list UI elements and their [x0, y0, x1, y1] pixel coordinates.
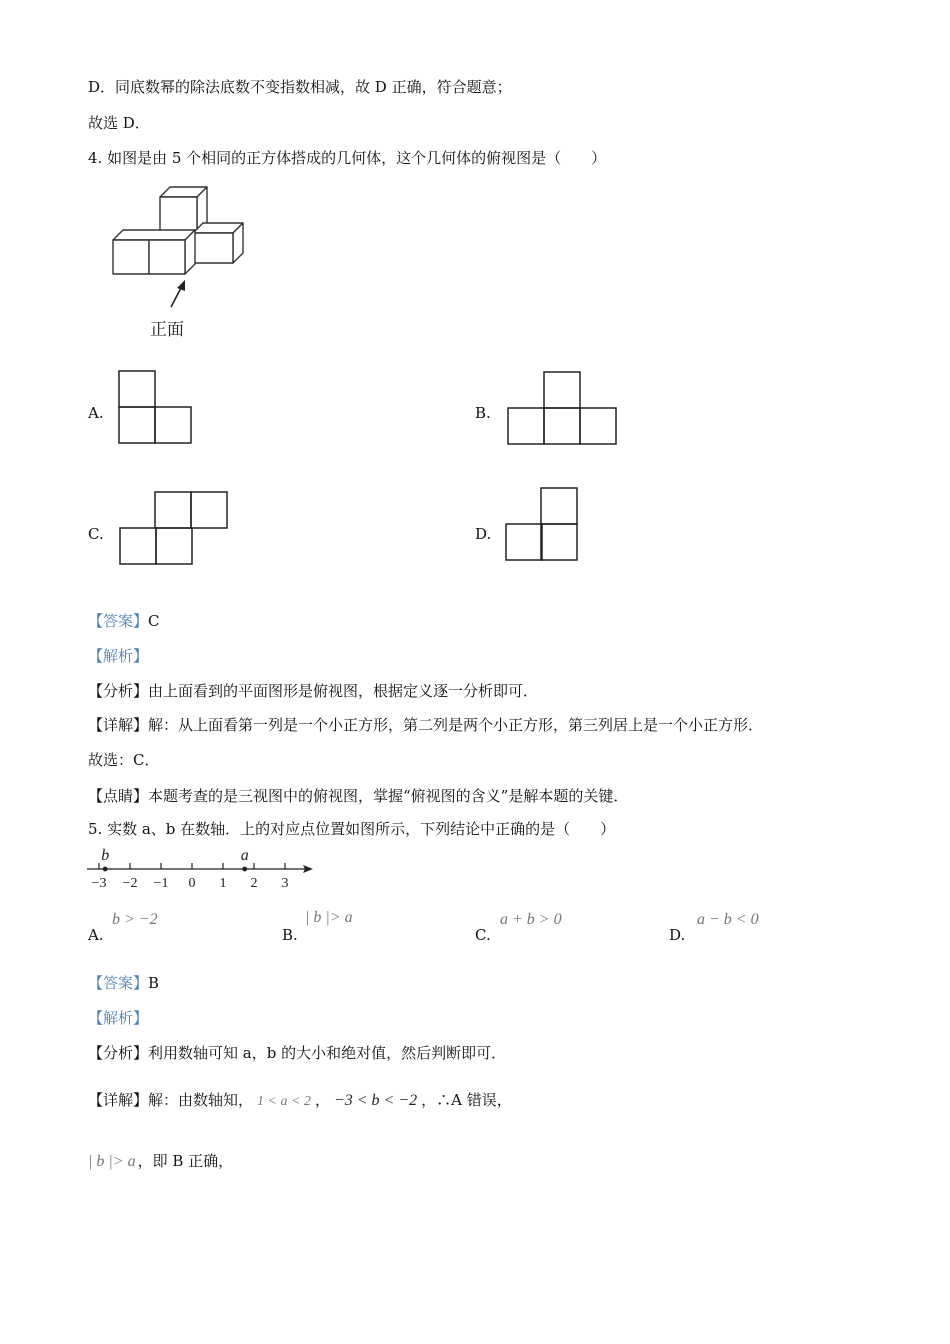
q5-option-a-expr: b > −2	[112, 911, 158, 928]
q4-option-a-figure	[118, 370, 194, 444]
q5-option-c-label: C.	[475, 926, 491, 944]
q5-line2-expr: | b |> a	[88, 1153, 136, 1170]
tick-label: −3	[91, 876, 107, 891]
q5-option-d-expr: a − b < 0	[697, 911, 759, 928]
q4-option-a-label: A.	[88, 404, 104, 422]
point-b-label: b	[101, 847, 110, 864]
point-b	[103, 867, 108, 872]
q4-option-b-figure	[507, 371, 619, 445]
q4-option-d-label: D.	[475, 525, 492, 543]
q4-fenxi-tag: 【分析】	[88, 682, 149, 700]
q4-fenxi-text: 由上面看到的平面图形是俯视图，根据定义逐一分析即可．	[148, 682, 539, 700]
q4-xiangjie	[88, 714, 763, 735]
q5-option-c-expr: a + b > 0	[500, 911, 562, 928]
q5-xiangjie-suffix: ，∴A 错误，	[421, 1091, 512, 1109]
tick-label: 1	[219, 876, 227, 891]
q4-answer	[88, 610, 160, 631]
q5-line2-text: ，即 B 正确，	[137, 1152, 234, 1170]
tick-label: 2	[250, 876, 258, 891]
tick-label: 3	[281, 876, 289, 891]
q5-sep1: ，	[314, 1091, 330, 1109]
q4-figure-label: 正面	[150, 320, 184, 340]
q5-answer-value: B	[148, 974, 160, 992]
q5-option-a-label: A.	[88, 926, 104, 944]
q5-ineq2: −3 < b < −2	[333, 1092, 418, 1109]
q4-fenxi	[88, 680, 538, 701]
q4-option-c-label: C.	[88, 525, 104, 543]
q4-answer-tag: 【答案】	[88, 612, 149, 630]
q5-option-d-label: D.	[669, 926, 686, 944]
q4-dianjing-tag: 【点睛】	[88, 787, 149, 805]
tick-label: −1	[153, 876, 169, 891]
q5-fenxi-tag: 【分析】	[88, 1044, 149, 1062]
q4-xiangjie-tag: 【详解】	[88, 716, 149, 734]
tick-label: 0	[188, 876, 196, 891]
q4-analysis-tag: 【解析】	[88, 647, 149, 665]
q5-number-line	[85, 845, 320, 893]
q5-xiangjie-tag: 【详解】	[88, 1091, 149, 1109]
q5-option-b-label: B.	[282, 926, 298, 944]
q5-answer	[88, 972, 159, 993]
q5-fenxi	[88, 1042, 506, 1063]
front-arrow-icon	[171, 280, 185, 307]
q5-fenxi-text: 利用数轴可知 a，b 的大小和绝对值，然后判断即可．	[148, 1044, 507, 1062]
q5-option-b-expr: | b |> a	[305, 909, 353, 926]
q4-option-c-figure	[119, 491, 231, 567]
q4-option-b-label: B.	[475, 404, 491, 422]
tick-label: −2	[122, 876, 138, 891]
q5-stem: 5. 实数 a、b 在数轴．上的对应点位置如图所示，下列结论中正确的是（ ）	[88, 820, 616, 838]
q5-analysis-tag: 【解析】	[88, 1009, 149, 1027]
point-a	[242, 867, 247, 872]
prev-option-d-text: D．同底数幂的除法底数不变指数相减，故 D 正确，符合题意；	[88, 78, 512, 96]
q5-ineq1: 1 < a < 2	[257, 1094, 311, 1109]
q5-answer-tag: 【答案】	[88, 974, 149, 992]
q4-xiangjie-text: 解：从上面看第一列是一个小正方形，第二列是两个小正方形，第三列居上是一个小正方形．	[148, 716, 764, 734]
q4-stem: 4. 如图是由 5 个相同的正方体搭成的几何体，这个几何体的俯视图是（ ）	[88, 149, 607, 167]
q4-conclusion: 故选：C．	[88, 751, 160, 769]
q4-answer-value: C	[148, 612, 160, 630]
q5-line2	[88, 1150, 233, 1171]
q4-option-d-figure	[505, 487, 581, 563]
q5-xiangjie-prefix: 解：由数轴知，	[148, 1091, 254, 1109]
q4-dianjing	[88, 785, 628, 806]
prev-conclusion: 故选 D．	[88, 114, 150, 132]
q5-xiangjie	[88, 1089, 512, 1110]
point-a-label: a	[240, 847, 249, 864]
q4-dianjing-text: 本题考查的是三视图中的俯视图，掌握“俯视图的含义”是解本题的关键．	[148, 787, 629, 805]
